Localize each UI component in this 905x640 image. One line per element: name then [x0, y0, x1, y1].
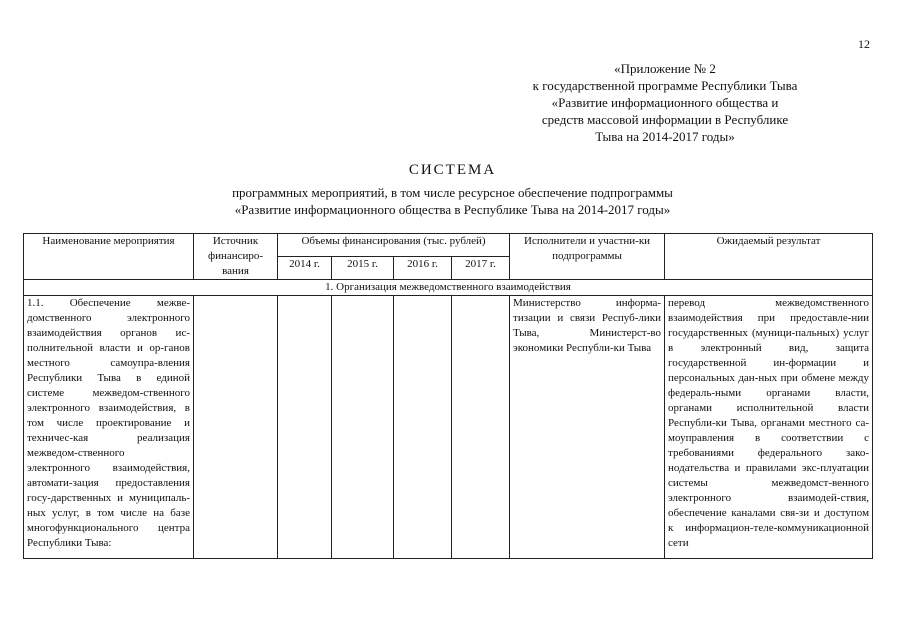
measures-table	[23, 233, 873, 559]
funding-source-cell	[194, 296, 278, 559]
page-number: 12	[858, 37, 870, 51]
appendix-line: «Приложение № 2	[614, 61, 716, 76]
header-volumes: Объемы финансирования (тыс. рублей)	[278, 234, 510, 257]
funding-2016-cell	[394, 296, 452, 559]
header-executors: Исполнители и участни-ки подпрограммы	[510, 234, 665, 280]
section-heading: 1. Организация межведомственного взаимодействия	[24, 280, 873, 296]
appendix-line: «Развитие информационного общества и	[551, 95, 779, 110]
subtitle-line-1: программных мероприятий, в том числе ресурсное обеспечение подпрограммы	[232, 185, 673, 200]
header-name: Наименование мероприятия	[24, 234, 194, 280]
header-year-2016: 2016 г.	[394, 257, 452, 280]
header-year-2015: 2015 г.	[332, 257, 394, 280]
expected-result-cell: перевод межведомственного взаимодействия при предоставле-нии государственных (муници-пальных) услуг в электронный вид, защита государственной ин-формации и персональных дан-ных при обмене между федераль-ными органами власти, органами исполнительной власти Республи-ки Тыва, органами местного са-моуправления в соответствии с требованиями федерального зако-нодательства и правилами экс-плуатации системы межведомст-венного электронного взаимодей-ствия, обеспечение каналами свя-зи и доступом к информацион-теле-коммуникационной сети	[665, 296, 873, 559]
funding-2014-cell	[278, 296, 332, 559]
appendix-line: Тыва на 2014-2017 годы»	[595, 129, 735, 144]
table-row	[24, 296, 873, 559]
header-result: Ожидаемый результат	[665, 234, 873, 280]
header-year-2014: 2014 г.	[278, 257, 332, 280]
subtitle-line-2: «Развитие информационного общества в Республике Тыва на 2014-2017 годы»	[234, 202, 671, 217]
header-source: Источник финансиро-вания	[194, 234, 278, 280]
executors-cell: Министерство информа-тизации и связи Респуб-лики Тыва, Министерст-во экономики Республи-ки Тыва	[510, 296, 665, 559]
header-year-2017: 2017 г.	[452, 257, 510, 280]
appendix-block	[520, 60, 810, 145]
measure-name-cell: 1.1. Обеспечение межве-домственного электронного взаимодействия органов ис-полнительной власти и ор-ганов местного самоупра-вления Республики Тыва в единой системе межведом-ственного электронного взаимодействия, в том числе проектирование и техничес-кая реализация межведом-ственного электронного взаимодействия, автомати-зация предоставления госу-дарственных и муниципаль-ных услуг, в том числе на базе многофункционального центра Республики Тыва:	[24, 296, 194, 559]
document-title: СИСТЕМА	[408, 162, 497, 178]
appendix-line: к государственной программе Республики Тыва	[532, 78, 798, 93]
appendix-line: средств массовой информации в Республике	[541, 112, 789, 127]
funding-2015-cell	[332, 296, 394, 559]
funding-2017-cell	[452, 296, 510, 559]
document-subtitle	[0, 184, 905, 218]
